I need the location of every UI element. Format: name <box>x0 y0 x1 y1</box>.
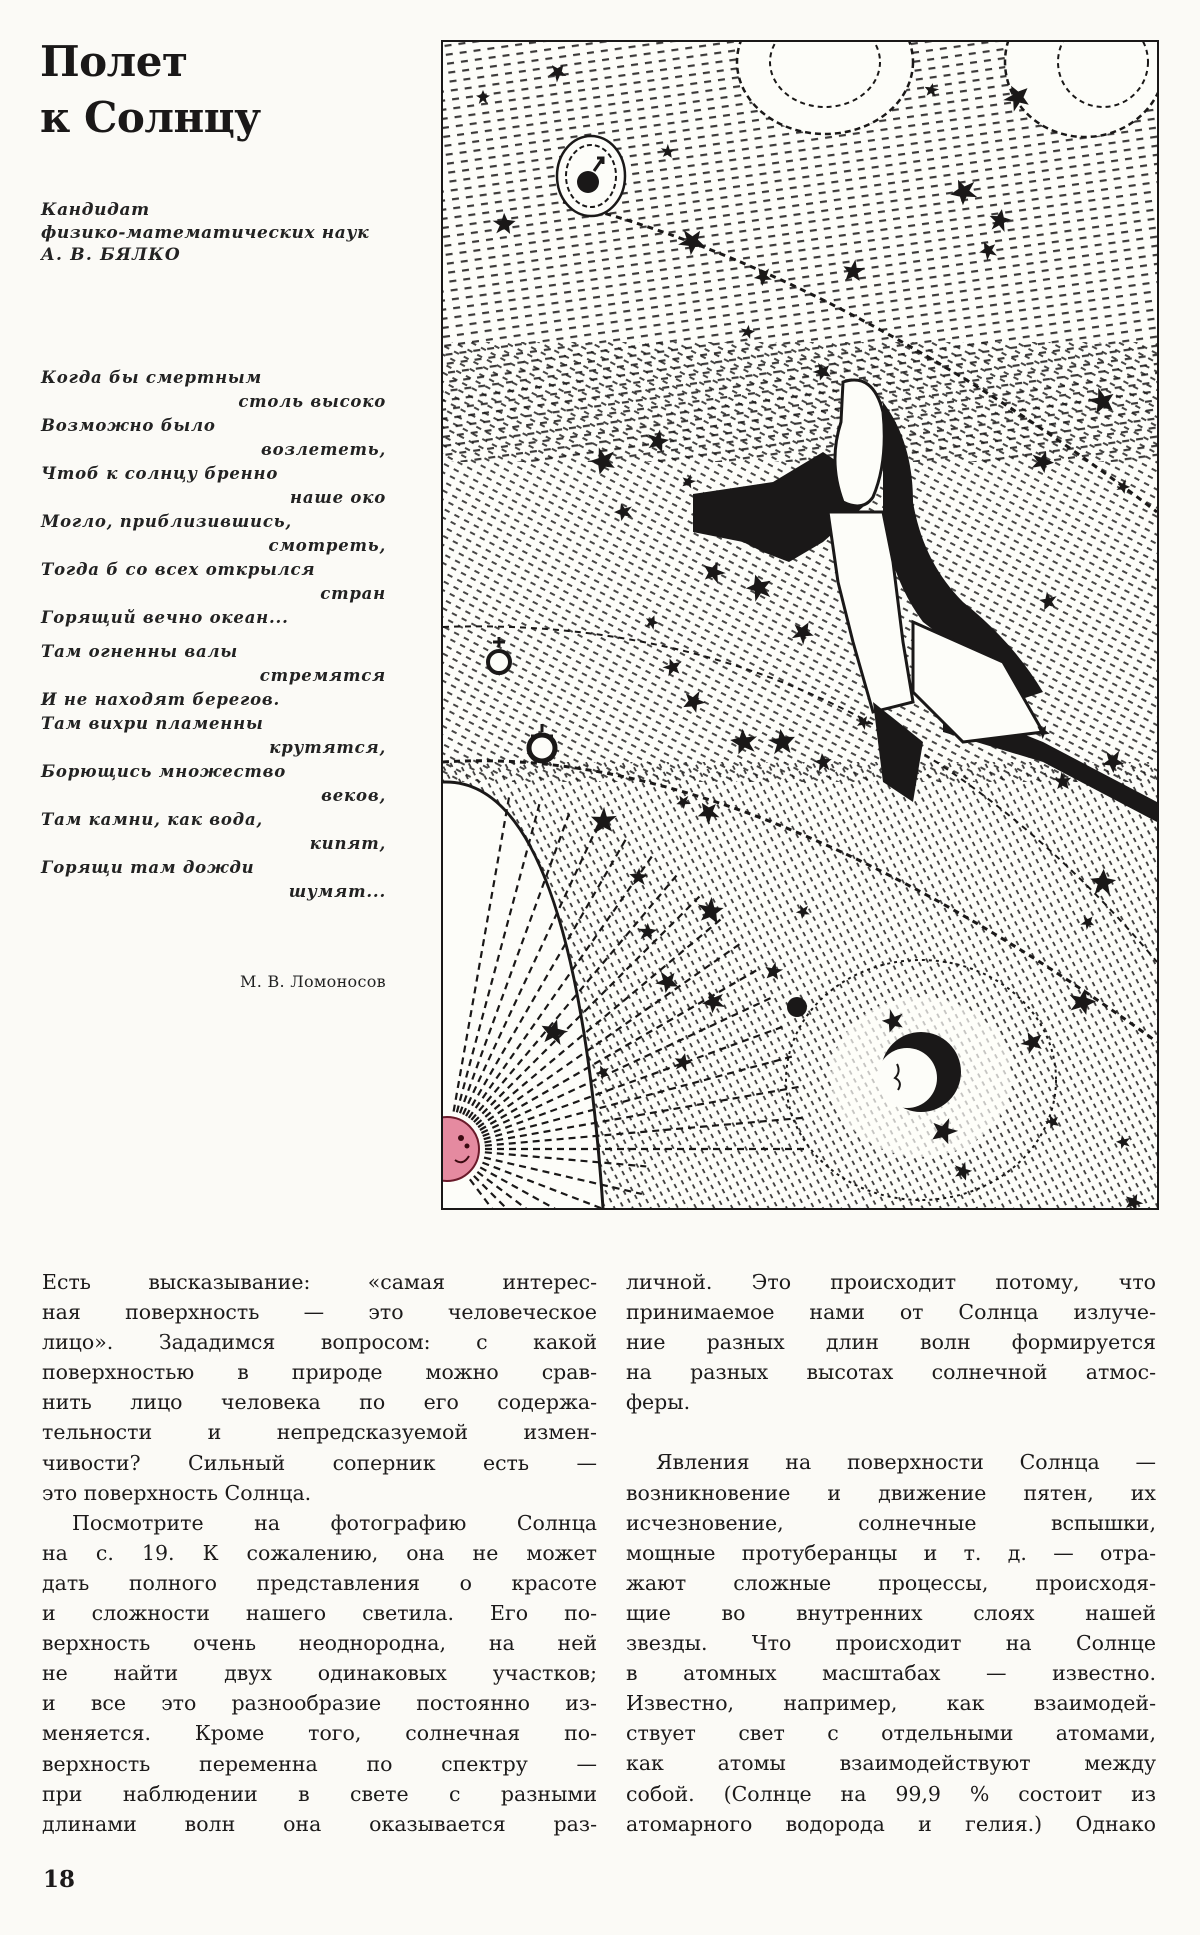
body-text-line: в атомных масштабах — известно. <box>626 1661 1156 1686</box>
page-number: 18 <box>43 1866 76 1893</box>
poem-line: Чтоб к солнцу бренно <box>41 464 279 483</box>
poem-line: Когда бы смертным <box>41 368 262 387</box>
epigraph-poem <box>41 366 386 904</box>
poem-line: кипят, <box>309 834 386 853</box>
body-text-line: тельности и непредсказуемой измен- <box>42 1420 597 1445</box>
stanza-gap <box>41 630 386 640</box>
body-text-line: звезды. Что происходит на Солнце <box>626 1631 1156 1656</box>
body-text-line: не найти двух одинаковых участков; <box>42 1661 597 1686</box>
body-text-line: как атомы взаимодействуют между <box>626 1751 1156 1776</box>
body-text-line: длинами волн она оказывается раз- <box>42 1811 597 1836</box>
body-text-line: Известно, например, как взаимодей- <box>626 1691 1156 1716</box>
poem-line: столь высоко <box>238 392 386 411</box>
illustration-flight-to-sun <box>441 40 1159 1210</box>
body-text-line: ние разных длин волн формируется <box>626 1330 1156 1355</box>
title-line-2: к Солнцу <box>40 93 261 142</box>
poem-line: И не находят берегов. <box>41 690 281 709</box>
body-text-line: феры. <box>626 1390 691 1415</box>
mars-planet-icon <box>557 136 625 216</box>
body-text-line: нить лицо человека по его содержа- <box>42 1390 597 1415</box>
illustration-canvas <box>443 42 1157 1208</box>
body-text-line: ствует свет с отдельными атомами, <box>626 1721 1156 1746</box>
body-text-line: исчезновение, солнечные вспышки, <box>626 1510 1156 1535</box>
body-text-line: Посмотрите на фотографию Солнца <box>72 1510 597 1535</box>
poem-line: смотреть, <box>268 536 386 555</box>
poem-line: веков, <box>321 786 386 805</box>
body-text-line: на разных высотах солнечной атмос- <box>626 1360 1156 1385</box>
body-text-line: это поверхность Солнца. <box>42 1480 312 1505</box>
poem-line: Там огненны валы <box>41 642 238 661</box>
author-name: А. В. БЯЛКО <box>41 245 181 265</box>
poem-line: Могло, приблизившись, <box>41 512 292 531</box>
epigraph-author: М. В. Ломоносов <box>240 972 386 991</box>
body-text-line: поверхностью в природе можно срав- <box>42 1360 597 1385</box>
body-text-line: ная поверхность — это человеческое <box>42 1300 597 1325</box>
body-text-line: принимаемое нами от Солнца излуче- <box>626 1300 1156 1325</box>
poem-line: стремятся <box>259 666 386 685</box>
body-text-line: собой. (Солнце на 99,9 % состоит из <box>626 1781 1156 1806</box>
body-text-line: жают сложные процессы, происходя- <box>626 1570 1156 1595</box>
poem-line: Горящий вечно океан... <box>41 608 289 627</box>
body-text-line: при наблюдении в свете с разными <box>42 1781 597 1806</box>
body-text-line: возникновение и движение пятен, их <box>626 1480 1156 1505</box>
poem-line: Там камни, как вода, <box>41 810 263 829</box>
poem-line: Возможно было <box>41 416 216 435</box>
poem-line: стран <box>320 584 386 603</box>
body-text-line: Есть высказывание: «самая интерес- <box>42 1270 597 1294</box>
author-degree-line-2: физико-математических наук <box>41 222 370 243</box>
poem-line: крутятся, <box>269 738 386 757</box>
body-text-line: атомарного водорода и гелия.) Однако <box>626 1811 1156 1836</box>
poem-line: Там вихри пламенны <box>41 714 264 733</box>
body-text-line: на с. 19. К сожалению, она не может <box>42 1540 597 1565</box>
paragraph-gap <box>626 1417 1156 1447</box>
body-text-line: щие во внутренних слоях нашей <box>626 1600 1156 1625</box>
body-text-line: Явления на поверхности Солнца — <box>656 1450 1156 1475</box>
poem-line: Горящи там дожди <box>41 858 255 877</box>
body-column-right <box>626 1267 1156 1839</box>
body-text-line: личной. Это происходит потому, что <box>626 1270 1156 1294</box>
body-text-line: чивости? Сильный соперник есть — <box>42 1450 597 1475</box>
body-column-left <box>42 1267 597 1839</box>
title-line-1: Полет <box>40 37 188 86</box>
body-text-line: верхность очень неоднородна, на ней <box>42 1631 597 1656</box>
poem-line: Борющись множество <box>41 762 287 781</box>
body-text-line: дать полного представления о красоте <box>42 1570 597 1595</box>
body-text-line: верхность переменна по спектру — <box>42 1751 597 1776</box>
poem-line: возлететь, <box>261 440 386 459</box>
body-text-line: и сложности нашего светила. Его по- <box>42 1601 597 1626</box>
body-text-line: меняется. Кроме того, солнечная по- <box>42 1721 597 1746</box>
body-text-line: лицо». Зададимся вопросом: с какой <box>42 1330 597 1355</box>
author-byline <box>41 199 369 267</box>
poem-line: шумят... <box>288 882 386 901</box>
poem-line: Тогда б со всех открылся <box>41 560 316 579</box>
body-text-line: и все это разнообразие постоянно из- <box>42 1691 597 1716</box>
author-degree-line-1: Кандидат <box>41 200 150 220</box>
body-text-line: мощные протуберанцы и т. д. — отра- <box>626 1540 1156 1565</box>
article-title <box>40 34 261 146</box>
poem-line: наше око <box>290 488 386 507</box>
